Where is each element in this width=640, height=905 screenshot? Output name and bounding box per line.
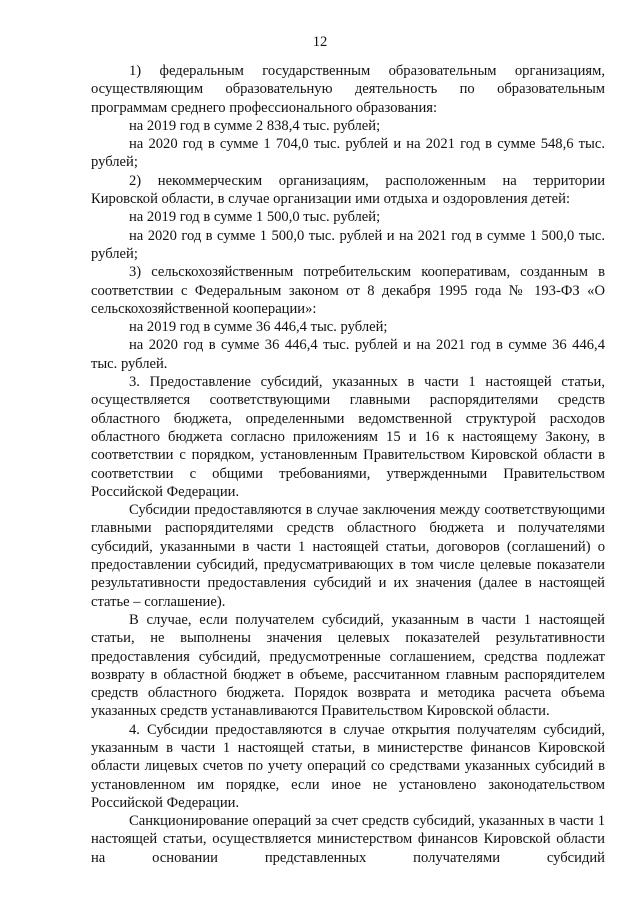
paragraph-refund: В случае, если получателем субсидий, указанным в части 1 настоящей статьи, не выполнены значения целевых показателей результативности предоставления субсидий, предусмотренные соглашением, средства подлежат возврату в областной бюджет в объеме, рассчитанном главным распорядителем средств областного бюджета. Порядок возврата и методика расчета объема указанных средств устанавливаются Правительством Кировской области. <box>91 611 605 720</box>
paragraph-item-2: 2) некоммерческим организациям, расположенным на территории Кировской области, в случае организации ими отдыха и оздоровления детей: <box>91 172 605 208</box>
paragraph-amount-2019-3: на 2019 год в сумме 36 446,4 тыс. рублей; <box>129 319 388 336</box>
paragraph-amount-2019-2: на 2019 год в сумме 1 500,0 тыс. рублей; <box>129 209 381 226</box>
paragraph-part-3: 3. Предоставление субсидий, указанных в части 1 настоящей статьи, осуществляется соответствующими главными распорядителями средств областного бюджета, определенными ведомственной структурой расходов областного бюджета согласно приложениям 15 и 16 к настоящему Закону, в соответствии с порядком, установленным Правительством Кировской области в соответствии с общими требованиями, утвержденными Правительством Российской Федерации. <box>91 374 605 500</box>
paragraph-agreement: Субсидии предоставляются в случае заключения между соответствующими главными распорядителями средств областного бюджета и получателями субсидий, указанными в части 1 настоящей статьи, договоров (соглашений) о предоставлении субсидий, предусматривающих в том числе целевые показатели результативности предоставления субсидий и их значения (далее в настоящей статье – соглашение). <box>91 502 605 610</box>
paragraph-amount-2019-1: на 2019 год в сумме 2 838,4 тыс. рублей; <box>129 117 381 134</box>
paragraph-amount-2020-2021-1: на 2020 год в сумме 1 704,0 тыс. рублей и на 2021 год в сумме 548,6 тыс. рублей; <box>91 136 605 171</box>
paragraph-amount-2020-2021-3: на 2020 год в сумме 36 446,4 тыс. рублей и на 2021 год в сумме 36 446,4 тыс. рублей. <box>91 337 605 372</box>
paragraph-amount-2020-2021-2: на 2020 год в сумме 1 500,0 тыс. рублей и на 2021 год в сумме 1 500,0 тыс. рублей; <box>91 227 605 262</box>
paragraph-part-4: 4. Субсидии предоставляются в случае открытия получателям субсидий, указанным в части 1 настоящей статьи, в министерстве финансов Кировской области лицевых счетов по учету операций со средствами указанных субсидий в установленном им порядке, если иное не установлено законодательством Российской Федерации. <box>91 721 605 811</box>
paragraph-authorization: Санкционирование операций за счет средств субсидий, указанных в части 1 настоящей статьи, осуществляется министерством финансов Кировской области на основании представленных получателями субсидий <box>91 813 605 866</box>
document-body <box>91 62 605 867</box>
paragraph-item-1: 1) федеральным государственным образовательным организациям, осуществляющим образовательную деятельность по образовательным программам среднего профессионального образования: <box>91 63 605 116</box>
page-number: 12 <box>312 34 328 50</box>
paragraph-item-3: 3) сельскохозяйственным потребительским кооперативам, созданным в соответствии с Федеральным законом от 8 декабря 1995 года № 193-ФЗ «О сельскохозяйственной кооперации»: <box>91 264 605 317</box>
